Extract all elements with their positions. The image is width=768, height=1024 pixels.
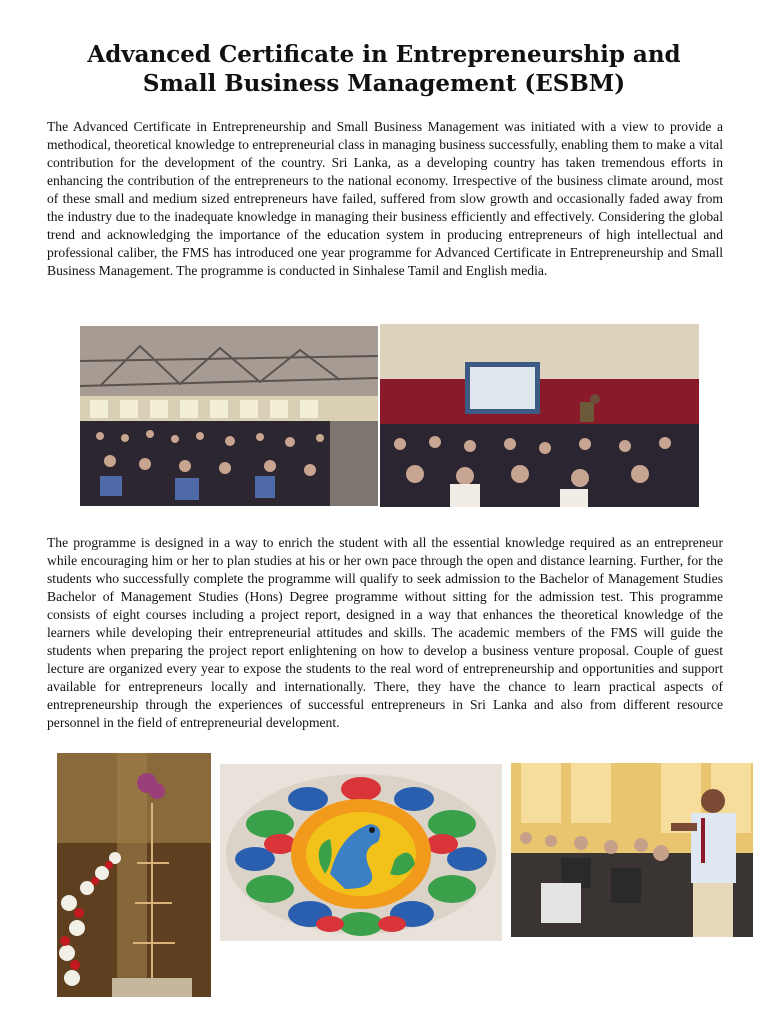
title-line-2: Small Business Management (ESBM) [142, 70, 626, 97]
presentation-stage-photo [380, 324, 699, 507]
programme-paragraph: The programme is designed in a way to enrich the student with all the essential knowledge required as an entrepreneur while encouraging him or her to plan studies at his or her own pace through the open and distance learning. Further, for the students who successfully complete the programme will qualify to seek admission to the Bachelor of Management Studies Bachelor of Management Studies (Hons) Degree programme without sitting for the admission test. This programme consists of eight courses including a project report, designed in a way that enhances the theoretical knowledge of the learners while developing their entrepreneurial attitudes and skills. The academic members of the FMS will guide the students when preparing the project report enlightening on how to develop a business venture proposal. Couple of guest lecture are organized every year to expose the students to the real word of entrepreneurship and opportunities and support available for entrepreneurs locally and internationally. There, they have the chance to learn practical aspects of entrepreneurship through the experiences of successful entrepreneurs in Sri Lanka and also from different resource personnel in the field of entrepreneurial development. [47, 535, 723, 730]
title-line-1: Advanced Certificate in Entrepreneurship and [87, 41, 681, 68]
kolam-art-photo [220, 764, 502, 941]
page-title [60, 40, 708, 98]
guest-lecture-photo [511, 763, 753, 937]
auditorium-photo [80, 326, 378, 506]
floral-decoration-photo [57, 753, 211, 997]
intro-paragraph: The Advanced Certificate in Entrepreneurship and Small Business Management was initiated with a view to provide a methodical, theoretical knowledge to entrepreneurial class in managing business successfully, enabling them to make a vital contribution for the development of the country. Sri Lanka, as a developing country has taken tremendous efforts in enhancing the contribution of the entrepreneurs to the national economy. Irrespective of the business climate around, most of these small and medium sized entrepreneurs have failed, suffered from slow growth and occasionally faded away from the industry due to the inadequate knowledge in managing their business efficiently and effectively. Considering the global trend and acknowledging the importance of the education system in producing entrepreneurs of high intellectual and professional caliber, the FMS has introduced one year programme for Advanced Certificate in Entrepreneurship and Small Business Management. The programme is conducted in Sinhalese Tamil and English media. [47, 119, 723, 278]
